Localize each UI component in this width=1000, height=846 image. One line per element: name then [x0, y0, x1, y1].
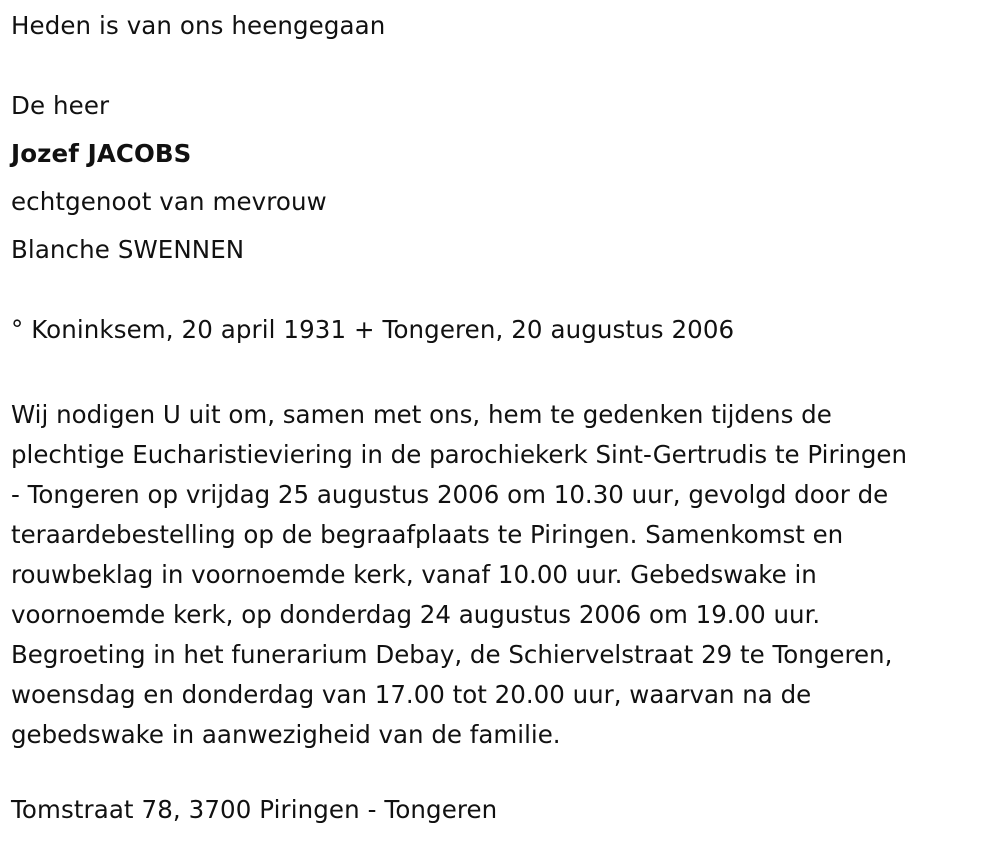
paragraph-line: plechtige Eucharistieviering in de parochiekerk Sint-Gertrudis te Piringen: [11, 440, 908, 469]
spouse-name: Blanche SWENNEN: [11, 235, 245, 264]
paragraph-line: voornoemde kerk, op donderdag 24 augustus 2006 om 19.00 uur.: [11, 600, 821, 629]
family-address: Tomstraat 78, 3700 Piringen - Tongeren: [11, 795, 498, 824]
deceased-name: Jozef JACOBS: [11, 139, 192, 168]
relation-text: echtgenoot van mevrouw: [11, 187, 327, 216]
salutation: De heer: [11, 91, 110, 120]
intro-text: Heden is van ons heengegaan: [11, 11, 386, 40]
paragraph-line: woensdag en donderdag van 17.00 tot 20.00 uur, waarvan na de: [11, 680, 812, 709]
paragraph-line: teraardebestelling op de begraafplaats te Piringen. Samenkomst en: [11, 520, 844, 549]
birth-death-dates: ° Koninksem, 20 april 1931 + Tongeren, 20 augustus 2006: [11, 315, 735, 344]
paragraph-line: - Tongeren op vrijdag 25 augustus 2006 om 10.30 uur, gevolgd door de: [11, 480, 889, 509]
paragraph-line: gebedswake in aanwezigheid van de familie.: [11, 720, 561, 749]
paragraph-line: Wij nodigen U uit om, samen met ons, hem te gedenken tijdens de: [11, 400, 832, 429]
paragraph-line: Begroeting in het funerarium Debay, de Schiervelstraat 29 te Tongeren,: [11, 640, 893, 669]
ceremony-paragraph: [11, 395, 996, 755]
paragraph-line: rouwbeklag in voornoemde kerk, vanaf 10.00 uur. Gebedswake in: [11, 560, 817, 589]
